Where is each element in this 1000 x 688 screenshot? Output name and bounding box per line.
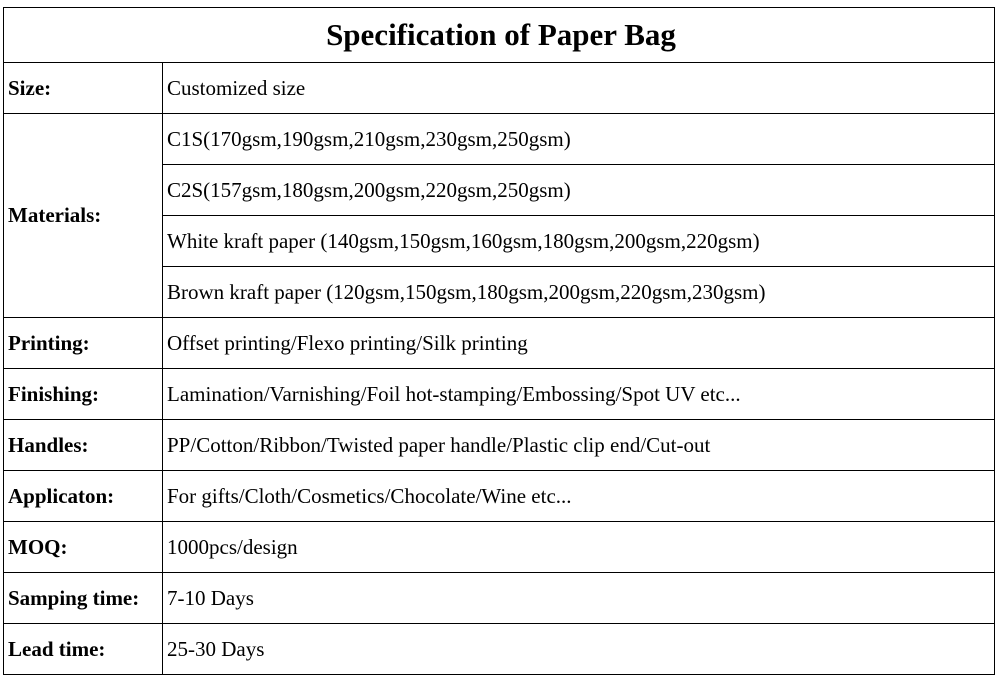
table-row (4, 369, 995, 420)
row-label-finishing: Finishing: (4, 369, 163, 420)
table-row (4, 114, 995, 165)
row-value-application: For gifts/Cloth/Cosmetics/Chocolate/Wine etc... (163, 471, 995, 522)
table-row (4, 420, 995, 471)
table-row (4, 624, 995, 675)
row-value-lead-time: 25-30 Days (163, 624, 995, 675)
row-label-sampling-time: Samping time: (4, 573, 163, 624)
table-row (4, 573, 995, 624)
row-label-moq: MOQ: (4, 522, 163, 573)
row-value-materials-brown-kraft: Brown kraft paper (120gsm,150gsm,180gsm,200gsm,220gsm,230gsm) (163, 267, 995, 318)
table-row (4, 318, 995, 369)
title-row (4, 8, 995, 63)
row-value-sampling-time: 7-10 Days (163, 573, 995, 624)
row-label-printing: Printing: (4, 318, 163, 369)
row-label-size: Size: (4, 63, 163, 114)
spec-table (3, 7, 995, 675)
table-row (4, 63, 995, 114)
row-label-handles: Handles: (4, 420, 163, 471)
table-title: Specification of Paper Bag (4, 8, 995, 63)
table-row (4, 471, 995, 522)
row-label-materials: Materials: (4, 114, 163, 318)
row-value-printing: Offset printing/Flexo printing/Silk printing (163, 318, 995, 369)
row-value-handles: PP/Cotton/Ribbon/Twisted paper handle/Plastic clip end/Cut-out (163, 420, 995, 471)
row-label-application: Applicaton: (4, 471, 163, 522)
row-value-size: Customized size (163, 63, 995, 114)
row-label-lead-time: Lead time: (4, 624, 163, 675)
row-value-materials-white-kraft: White kraft paper (140gsm,150gsm,160gsm,180gsm,200gsm,220gsm) (163, 216, 995, 267)
row-value-materials-c1s: C1S(170gsm,190gsm,210gsm,230gsm,250gsm) (163, 114, 995, 165)
row-value-finishing: Lamination/Varnishing/Foil hot-stamping/Embossing/Spot UV etc... (163, 369, 995, 420)
row-value-materials-c2s: C2S(157gsm,180gsm,200gsm,220gsm,250gsm) (163, 165, 995, 216)
row-value-moq: 1000pcs/design (163, 522, 995, 573)
table-row (4, 522, 995, 573)
